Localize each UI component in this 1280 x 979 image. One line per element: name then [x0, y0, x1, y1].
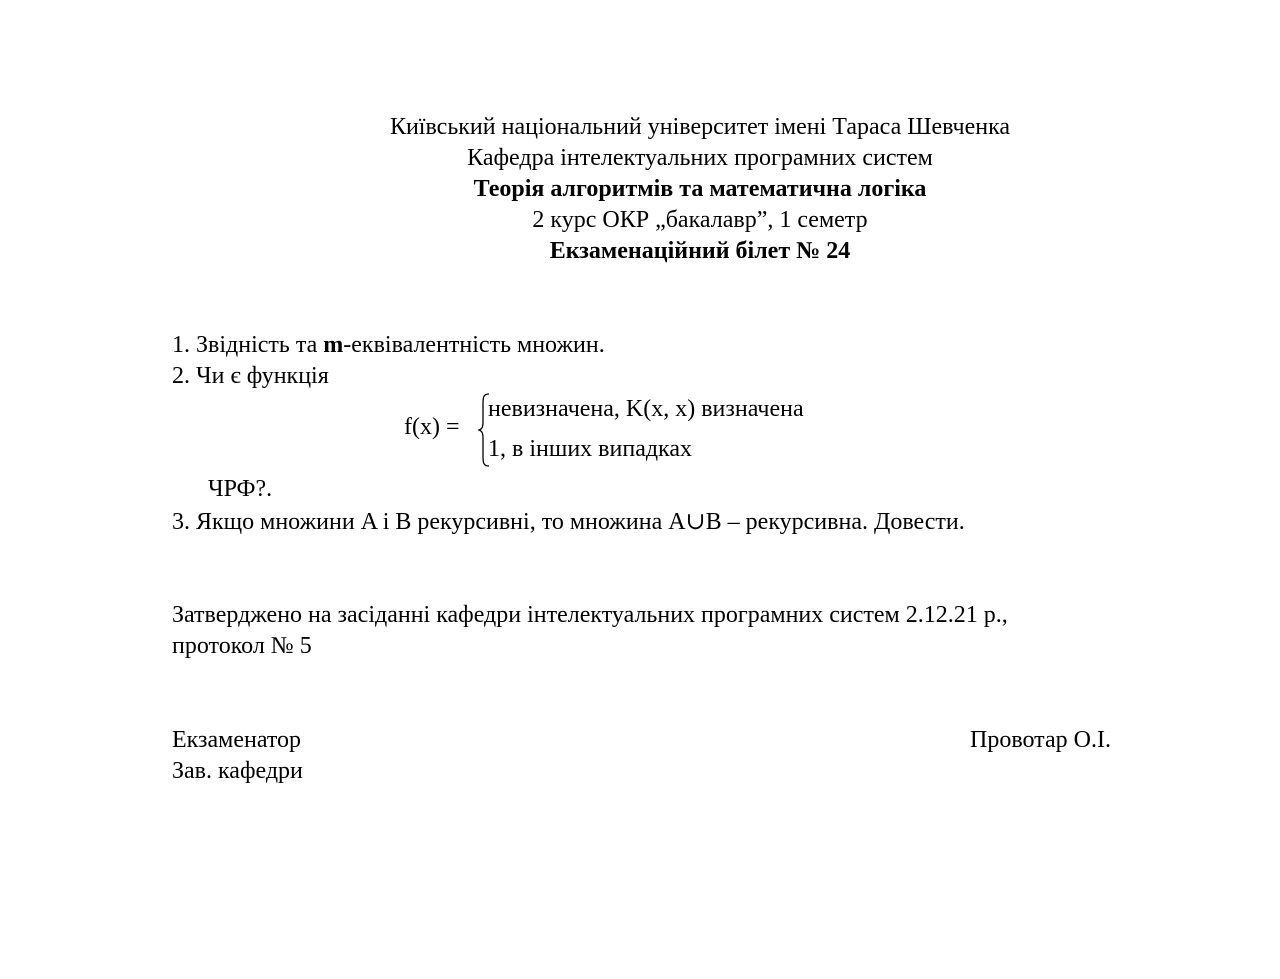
- ticket-number: Екзаменаційний білет № 24: [549, 238, 851, 264]
- department-head-label: Зав. кафедри: [172, 758, 303, 784]
- piecewise-formula: [404, 392, 864, 472]
- ticket-header: [250, 112, 1150, 267]
- examiner-label: Екзаменатор: [172, 727, 302, 753]
- question-3: 3. Якщо множини A і B рекурсивні, то множина A∪B – рекурсивна. Довести.: [172, 509, 965, 535]
- approval-line-2: протокол № 5: [172, 633, 312, 659]
- question-2: 2. Чи є функція: [172, 363, 329, 389]
- department-name: Кафедра інтелектуальних програмних систем: [467, 145, 933, 171]
- formula-lhs: f(x) =: [404, 414, 460, 440]
- university-name: Київський національний університет імені Тараса Шевченка: [389, 114, 1011, 140]
- question-1: [172, 330, 605, 360]
- examiner-name: Провотар О.І.: [970, 727, 1111, 753]
- course-title: Теорія алгоритмів та математична логіка: [473, 176, 927, 202]
- formula-case-1: невизначена, K(x, x) визначена: [488, 396, 804, 422]
- question-1-prefix: 1. Звідність та: [172, 332, 324, 358]
- approval-line-1: Затверджено на засіданні кафедри інтелектуальних програмних систем 2.12.21 р.,: [172, 602, 1008, 628]
- question-2-tail: ЧРФ?.: [208, 476, 273, 502]
- formula-case-2: 1, в інших випадках: [488, 436, 692, 462]
- question-1-bold: m: [323, 332, 344, 358]
- question-1-suffix: -еквівалентність множин.: [343, 332, 605, 358]
- year-info: 2 курс ОКР „бакалавр”, 1 семетр: [532, 207, 868, 233]
- approval-note: [172, 600, 1008, 662]
